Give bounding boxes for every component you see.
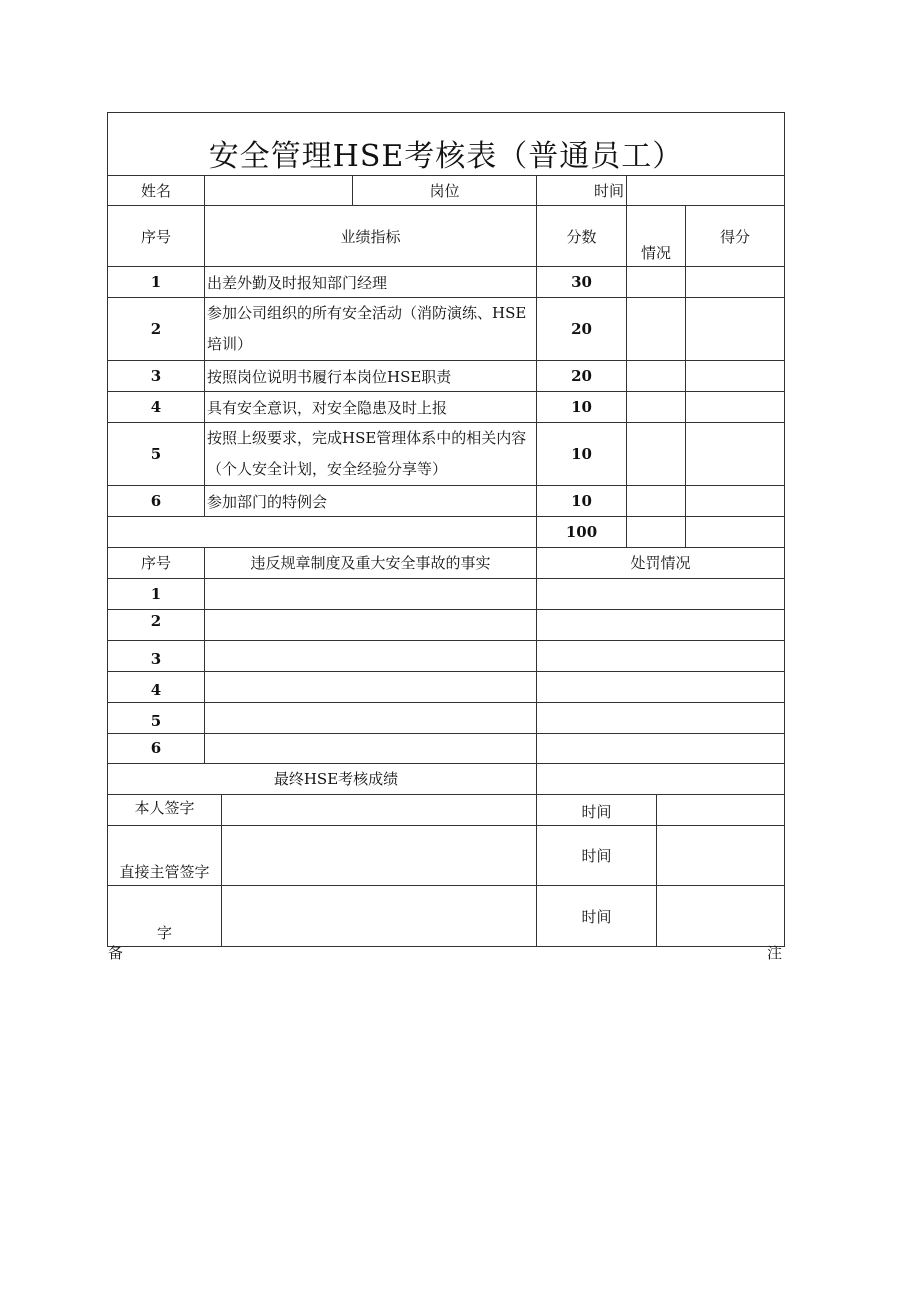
viol-penalty-cell[interactable] — [537, 609, 785, 640]
form-title: 安全管理HSE考核表（普通员工） — [108, 113, 785, 176]
perf-points: 30 — [537, 267, 627, 298]
perf-indicator: 具有安全意识，对安全隐患及时上报 — [205, 392, 537, 423]
table-row — [108, 298, 785, 361]
perf-score-cell[interactable] — [686, 392, 785, 423]
perf-total-blank — [108, 517, 537, 548]
table-row — [108, 486, 785, 517]
perf-status-cell[interactable] — [627, 392, 686, 423]
perf-indicator: 按照上级要求，完成HSE管理体系中的相关内容（个人安全计划，安全经验分享等） — [205, 423, 537, 486]
name-field[interactable] — [205, 176, 353, 206]
perf-points: 10 — [537, 486, 627, 517]
table-row — [108, 640, 785, 671]
perf-total-status[interactable] — [627, 517, 686, 548]
supervisor-sign-field[interactable] — [222, 826, 537, 886]
table-row — [108, 392, 785, 423]
viol-fact-cell[interactable] — [205, 733, 537, 763]
other-sign-field[interactable] — [222, 886, 537, 947]
viol-no: 3 — [108, 640, 205, 671]
perf-score-cell[interactable] — [686, 298, 785, 361]
violation-table — [107, 548, 785, 795]
table-row — [108, 361, 785, 392]
table-row — [108, 578, 785, 609]
other-sign-time-label: 时间 — [537, 886, 657, 947]
viol-fact-cell[interactable] — [205, 640, 537, 671]
perf-status-cell[interactable] — [627, 423, 686, 486]
remark-left: 备 — [108, 944, 124, 962]
perf-score-cell[interactable] — [686, 486, 785, 517]
self-sign-label: 本人签字 — [108, 795, 222, 826]
signature-table — [107, 795, 785, 948]
self-sign-field[interactable] — [222, 795, 537, 826]
perf-no: 1 — [108, 267, 205, 298]
self-sign-time-field[interactable] — [657, 795, 785, 826]
perf-indicator: 参加部门的特例会 — [205, 486, 537, 517]
perf-score-cell[interactable] — [686, 361, 785, 392]
perf-indicator: 出差外勤及时报知部门经理 — [205, 267, 537, 298]
perf-status-header: 情况 — [627, 206, 686, 267]
perf-status-cell[interactable] — [627, 486, 686, 517]
viol-penalty-cell[interactable] — [537, 671, 785, 702]
viol-penalty-cell[interactable] — [537, 733, 785, 763]
supervisor-sign-time-label: 时间 — [537, 826, 657, 886]
viol-seq-header: 序号 — [108, 548, 205, 578]
perf-points: 10 — [537, 392, 627, 423]
perf-status-cell[interactable] — [627, 298, 686, 361]
perf-points: 10 — [537, 423, 627, 486]
perf-total-score[interactable] — [686, 517, 785, 548]
other-sign-label: 字 — [108, 886, 222, 947]
viol-fact-cell[interactable] — [205, 609, 537, 640]
perf-score-cell[interactable] — [686, 267, 785, 298]
hse-assessment-form — [107, 112, 784, 947]
perf-status-cell[interactable] — [627, 361, 686, 392]
viol-penalty-cell[interactable] — [537, 702, 785, 733]
viol-no: 1 — [108, 578, 205, 609]
viol-fact-cell[interactable] — [205, 578, 537, 609]
viol-penalty-cell[interactable] — [537, 640, 785, 671]
table-row — [108, 702, 785, 733]
perf-indicator-header: 业绩指标 — [205, 206, 537, 267]
perf-total-row — [108, 517, 785, 548]
time-label: 时间 — [537, 176, 627, 206]
perf-no: 4 — [108, 392, 205, 423]
viol-fact-header: 违反规章制度及重大安全事故的事实 — [205, 548, 537, 578]
viol-no: 4 — [108, 671, 205, 702]
final-score-label: 最终HSE考核成绩 — [108, 763, 537, 794]
perf-points: 20 — [537, 361, 627, 392]
post-label: 岗位 — [353, 176, 537, 206]
viol-penalty-header: 处罚情况 — [537, 548, 785, 578]
perf-status-cell[interactable] — [627, 267, 686, 298]
other-sign-time-field[interactable] — [657, 886, 785, 947]
perf-no: 3 — [108, 361, 205, 392]
viol-fact-cell[interactable] — [205, 702, 537, 733]
perf-no: 5 — [108, 423, 205, 486]
supervisor-sign-label: 直接主管签字 — [108, 826, 222, 886]
final-score-field[interactable] — [537, 763, 785, 794]
perf-score-cell[interactable] — [686, 423, 785, 486]
perf-indicator: 参加公司组织的所有安全活动（消防演练、HSE培训） — [205, 298, 537, 361]
viol-fact-cell[interactable] — [205, 671, 537, 702]
perf-no: 6 — [108, 486, 205, 517]
perf-no: 2 — [108, 298, 205, 361]
perf-indicator: 按照岗位说明书履行本岗位HSE职责 — [205, 361, 537, 392]
viol-no: 5 — [108, 702, 205, 733]
name-label: 姓名 — [108, 176, 205, 206]
table-row — [108, 423, 785, 486]
perf-points: 20 — [537, 298, 627, 361]
table-row — [108, 671, 785, 702]
table-row — [108, 733, 785, 763]
perf-score-header: 得分 — [686, 206, 785, 267]
performance-table — [107, 112, 785, 548]
viol-no: 2 — [108, 609, 205, 640]
perf-seq-header: 序号 — [108, 206, 205, 267]
viol-penalty-cell[interactable] — [537, 578, 785, 609]
table-row — [108, 609, 785, 640]
remark-right: 注 — [767, 944, 783, 962]
perf-points-header: 分数 — [537, 206, 627, 267]
table-row — [108, 267, 785, 298]
time-field[interactable] — [627, 176, 785, 206]
self-sign-time-label: 时间 — [537, 795, 657, 826]
perf-total: 100 — [537, 517, 627, 548]
supervisor-sign-time-field[interactable] — [657, 826, 785, 886]
viol-no: 6 — [108, 733, 205, 763]
